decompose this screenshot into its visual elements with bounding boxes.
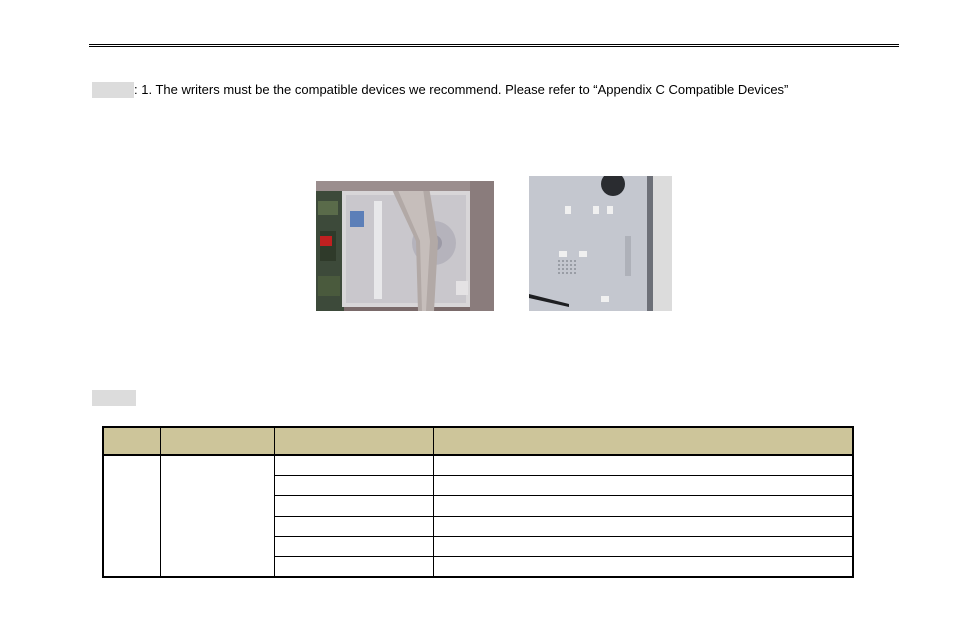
table-cell	[274, 455, 433, 475]
table-cell	[433, 455, 853, 475]
specification-table	[102, 426, 854, 578]
table-header-row	[103, 427, 853, 455]
table-row	[103, 455, 853, 475]
table-cell	[274, 537, 433, 557]
table-cell	[433, 475, 853, 495]
table-cell	[274, 516, 433, 536]
table-cell-group	[103, 455, 160, 577]
table-cell-group	[160, 455, 274, 577]
table-header-cell	[433, 427, 853, 455]
table-header-cell	[274, 427, 433, 455]
step-label-highlight	[92, 390, 136, 406]
drive-bracket-screws-photo	[529, 176, 672, 311]
table-cell	[433, 537, 853, 557]
table-header-cell	[160, 427, 274, 455]
header-rule-secondary	[89, 46, 899, 47]
table-cell	[433, 557, 853, 577]
note-label-highlight	[92, 82, 134, 98]
table-cell	[274, 557, 433, 577]
note-text: : 1. The writers must be the compatible devices we recommend. Please refer to “Appendix C Compatible Devices”	[134, 82, 789, 97]
table-cell	[274, 496, 433, 516]
table-cell	[433, 496, 853, 516]
table-cell	[274, 475, 433, 495]
dvd-writer-installed-photo	[316, 181, 494, 311]
table-header-cell	[103, 427, 160, 455]
header-rule	[89, 44, 899, 45]
table-cell	[433, 516, 853, 536]
